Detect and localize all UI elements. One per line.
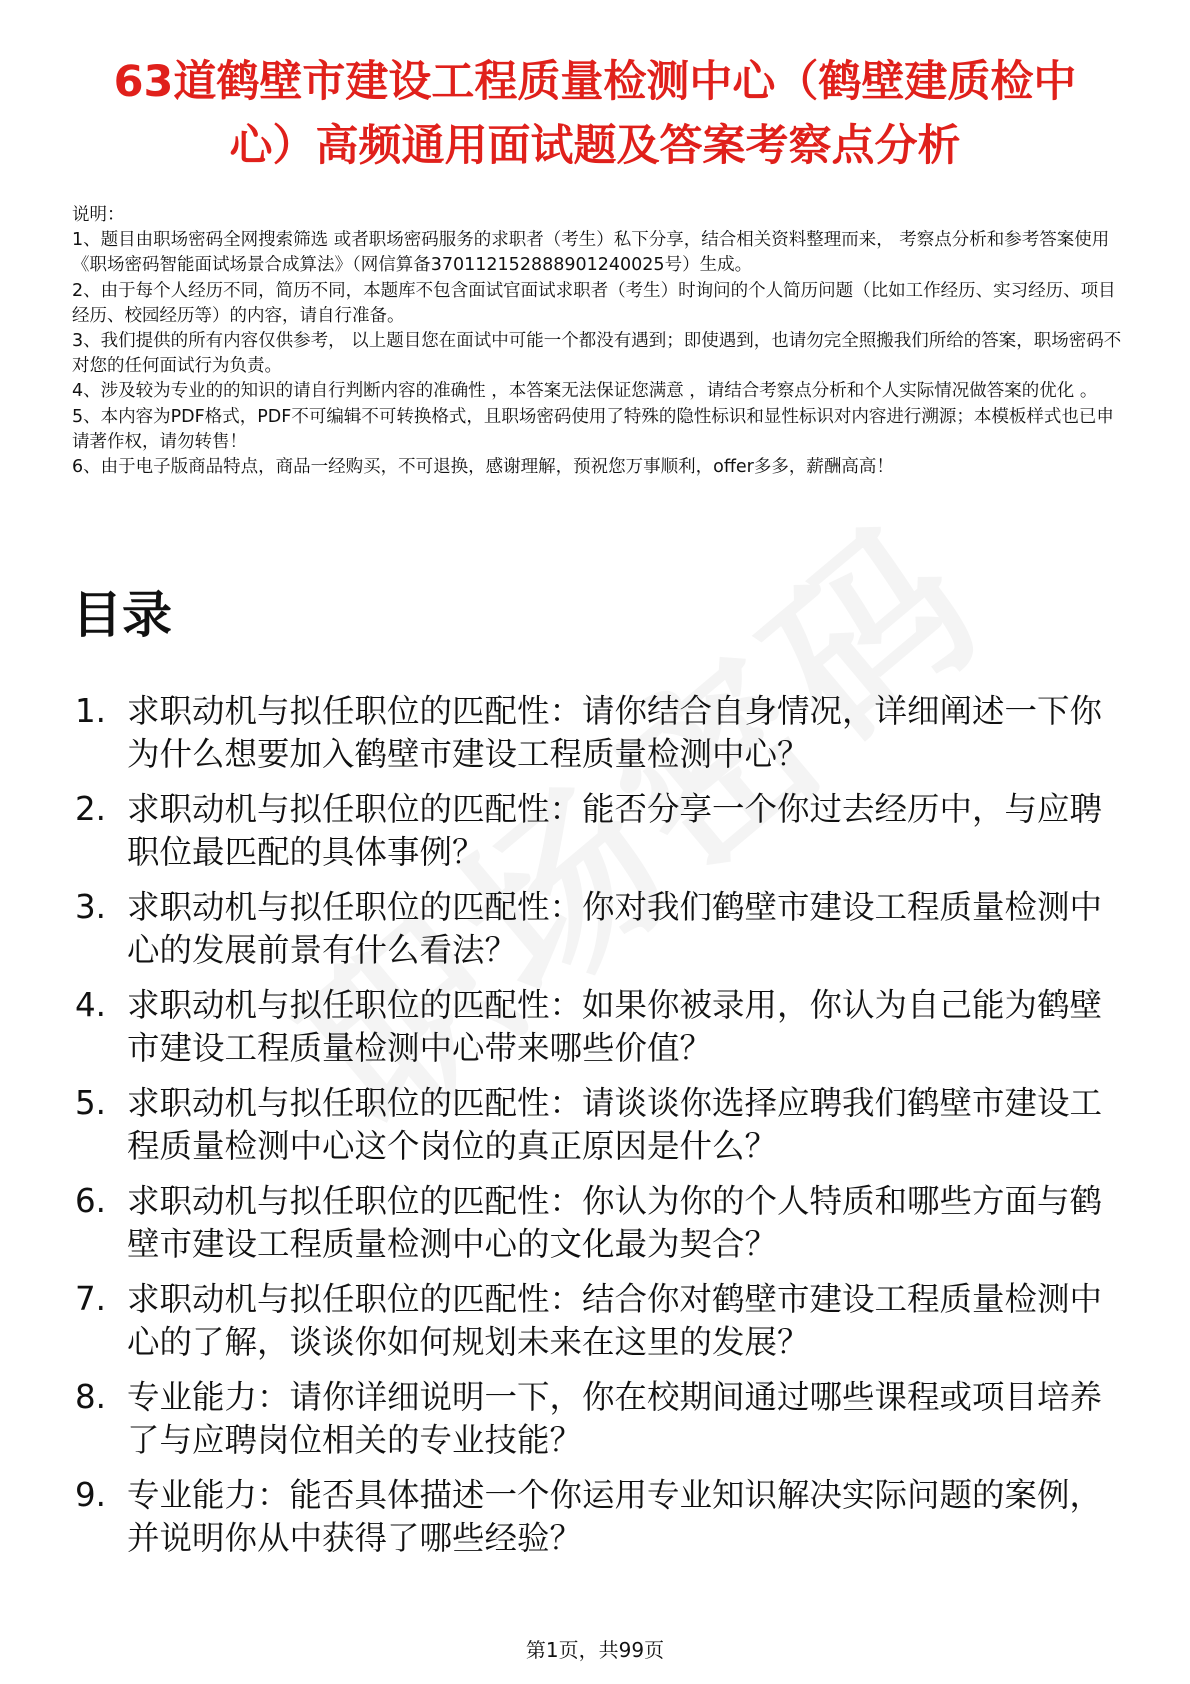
toc-item-text: 专业能力：能否具体描述一个你运用专业知识解决实际问题的案例，并说明你从中获得了哪些经验？: [127, 1476, 1103, 1557]
toc-item-number: 9.: [75, 1476, 107, 1514]
toc-item-number: 2.: [75, 790, 107, 828]
toc-item-text: 求职动机与拟任职位的匹配性：请你结合自身情况，详细阐述一下你为什么想要加入鹤壁市建设工程质量检测中心？: [127, 692, 1103, 773]
toc-item-number: 7.: [75, 1280, 107, 1318]
toc-item[interactable]: [72, 1180, 1112, 1266]
notes-section: [72, 203, 1122, 480]
notes-heading: 说明：: [72, 205, 125, 225]
toc-item-number: 4.: [75, 986, 107, 1024]
toc-list: [72, 690, 1112, 1572]
document-title: 63道鹤壁市建设工程质量检测中心（鹤壁建质检中心）高频通用面试题及答案考察点分析: [113, 57, 1077, 171]
note-item: 1、题目由职场密码全网搜索筛选 或者职场密码服务的求职者（考生）私下分享，结合相关资料整理而来， 考察点分析和参考答案使用《职场密码智能面试场景合成算法》（网信算备370112152888901240025号）生成。: [72, 230, 1110, 276]
note-item: 4、涉及较为专业的的知识的请自行判断内容的准确性 ，本答案无法保证您满意 ，请结合考察点分析和个人实际情况做答案的优化 。: [72, 381, 1098, 402]
toc-item[interactable]: [72, 1082, 1112, 1168]
toc-item-text: 求职动机与拟任职位的匹配性：如果你被录用，你认为自己能为鹤壁市建设工程质量检测中心带来哪些价值？: [127, 986, 1103, 1067]
toc-item[interactable]: [72, 1474, 1112, 1560]
toc-item-number: 6.: [75, 1182, 107, 1220]
note-item: 5、本内容为PDF格式，PDF不可编辑不可转换格式，且职场密码使用了特殊的隐性标识和显性标识对内容进行溯源；本模板样式也已申请著作权，请勿转售！: [72, 406, 1114, 452]
note-item: 3、我们提供的所有内容仅供参考， 以上题目您在面试中可能一个都没有遇到；即使遇到，也请勿完全照搬我们所给的答案，职场密码不对您的任何面试行为负责。: [72, 331, 1122, 377]
toc-item-text: 求职动机与拟任职位的匹配性：你对我们鹤壁市建设工程质量检测中心的发展前景有什么看法？: [127, 888, 1103, 969]
page-footer: 第1页，共99页: [525, 1638, 665, 1662]
toc-item-text: 求职动机与拟任职位的匹配性：你认为你的个人特质和哪些方面与鹤壁市建设工程质量检测中心的文化最为契合？: [127, 1182, 1103, 1263]
toc-item[interactable]: [72, 1376, 1112, 1462]
toc-item[interactable]: [72, 984, 1112, 1070]
note-item: 2、由于每个人经历不同，简历不同，本题库不包含面试官面试求职者（考生）时询问的个人简历问题（比如工作经历、实习经历、项目经历、校园经历等）的内容，请自行准备。: [72, 280, 1116, 326]
toc-item-text: 求职动机与拟任职位的匹配性：结合你对鹤壁市建设工程质量检测中心的了解，谈谈你如何规划未来在这里的发展？: [127, 1280, 1103, 1361]
toc-item-number: 3.: [75, 888, 107, 926]
toc-item-number: 5.: [75, 1084, 107, 1122]
toc-item-text: 专业能力：请你详细说明一下，你在校期间通过哪些课程或项目培养了与应聘岗位相关的专业技能？: [127, 1378, 1103, 1459]
toc-item[interactable]: [72, 788, 1112, 874]
toc-item[interactable]: [72, 690, 1112, 776]
toc-item-number: 8.: [75, 1378, 107, 1416]
toc-heading: 目录: [72, 586, 172, 644]
toc-item-text: 求职动机与拟任职位的匹配性：请谈谈你选择应聘我们鹤壁市建设工程质量检测中心这个岗位的真正原因是什么？: [127, 1084, 1103, 1165]
toc-item-number: 1.: [75, 692, 107, 730]
toc-item[interactable]: [72, 886, 1112, 972]
toc-item[interactable]: [72, 1278, 1112, 1364]
toc-item-text: 求职动机与拟任职位的匹配性：能否分享一个你过去经历中，与应聘职位最匹配的具体事例？: [127, 790, 1103, 871]
note-item: 6、由于电子版商品特点，商品一经购买，不可退换，感谢理解，预祝您万事顺利，offer多多，薪酬高高！: [72, 457, 894, 478]
